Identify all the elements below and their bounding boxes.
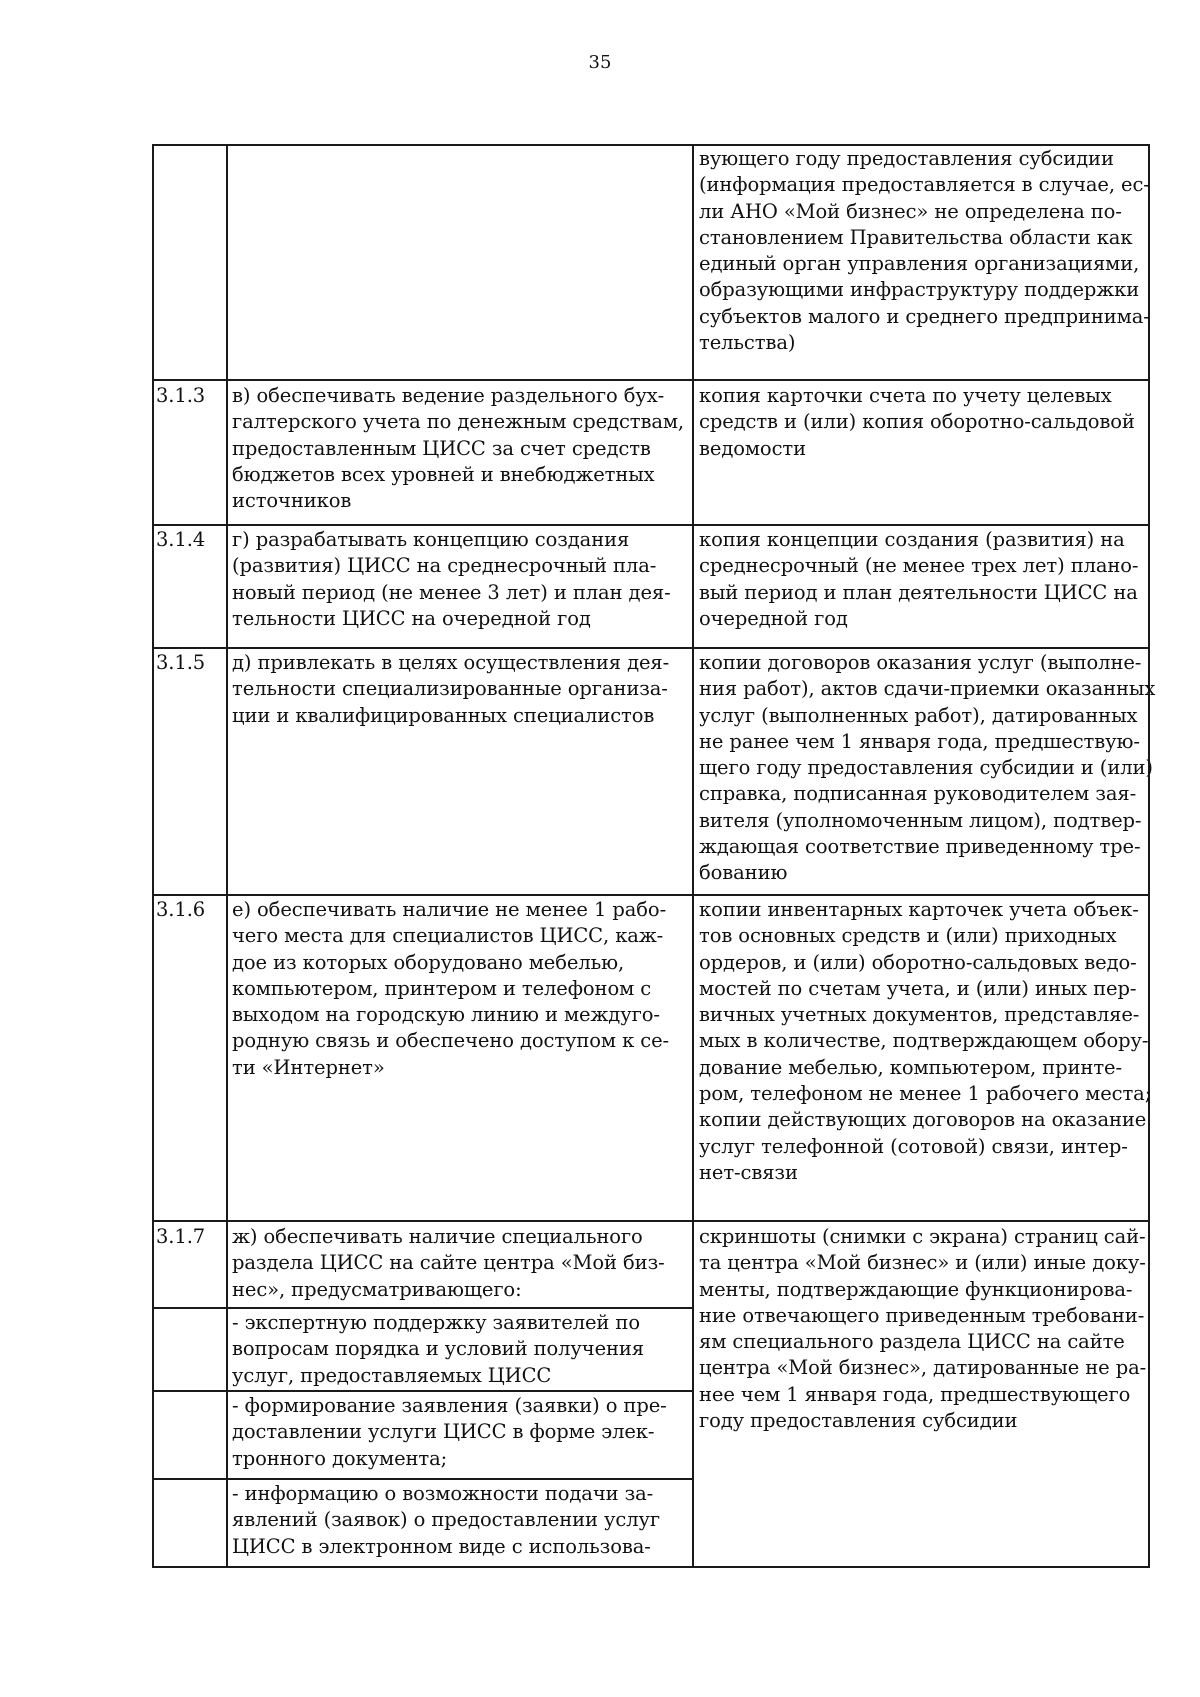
cell-text-line: дое из которых оборудовано мебелью, xyxy=(232,950,625,974)
cell-text-line: копия концепции создания (развития) на xyxy=(699,528,1125,551)
document-cell xyxy=(699,146,1150,356)
cell-text-line: услуг (выполненных работ), датированных xyxy=(699,703,1138,727)
cell-text-line: ордеров, и (или) оборотно-сальдовых ведо- xyxy=(699,950,1137,974)
row-number: 3.1.7 xyxy=(156,1225,206,1248)
row-number: 3.1.4 xyxy=(156,528,206,551)
cell-text-line: мых в количестве, подтверждающем обору- xyxy=(699,1029,1149,1053)
cell-text-line: компьютером, принтером и телефоном с xyxy=(232,976,652,1000)
cell-text-line: родную связь и обеспечено доступом к се- xyxy=(232,1029,670,1053)
cell-text-line: тельства) xyxy=(699,331,796,355)
cell-text-line: менты, подтверждающие функционирова- xyxy=(699,1277,1133,1301)
cell-text-line: ЦИСС в электронном виде с использова- xyxy=(232,1534,651,1558)
requirement-cell xyxy=(232,1224,665,1303)
document-cell xyxy=(699,897,1151,1186)
document-cell xyxy=(699,527,1138,632)
cell-text-line: источников xyxy=(232,489,352,513)
row-number: 3.1.3 xyxy=(156,384,206,407)
cell-text-line: справка, подписанная руководителем зая- xyxy=(699,782,1137,806)
cell-text-line: новый период (не менее 3 лет) и план дея- xyxy=(232,580,671,604)
cell-text-line: услуг телефонной (сотовой) связи, интер- xyxy=(699,1134,1128,1158)
column-divider xyxy=(226,144,228,1568)
row-divider xyxy=(152,1220,1150,1222)
cell-text-line: тельности специализированные организа- xyxy=(232,677,668,701)
table-border-left xyxy=(152,144,154,1568)
cell-text-line: нет-связи xyxy=(699,1160,798,1184)
cell-text-line: нее чем 1 января года, предшествующего xyxy=(699,1382,1131,1406)
requirement-cell xyxy=(232,897,669,1081)
requirements-table xyxy=(152,144,1156,1568)
cell-text-line: вопросам порядка и условий получения xyxy=(232,1337,645,1361)
cell-text-line: вичных учетных документов, представляе- xyxy=(699,1003,1140,1027)
cell-text-line: бюджетов всех уровней и внебюджетных xyxy=(232,462,655,486)
cell-text-line: единый орган управления организациями, xyxy=(699,252,1140,276)
cell-text-line: (развития) ЦИСС на среднесрочный пла- xyxy=(232,554,657,578)
document-cell xyxy=(699,383,1135,462)
cell-text-line: выходом на городскую линию и междуго- xyxy=(232,1003,660,1027)
cell-text-line: вующего году предоставления субсидии xyxy=(699,147,1114,170)
cell-text-line: нес», предусматривающего: xyxy=(232,1277,522,1301)
sub-requirement-cell xyxy=(232,1481,660,1560)
cell-text-line: ли АНО «Мой бизнес» не определена по- xyxy=(699,199,1122,223)
cell-text-line: галтерского учета по денежным средствам, xyxy=(232,410,685,434)
cell-text-line: копии действующих договоров на оказание xyxy=(699,1108,1147,1132)
table-border-bottom xyxy=(152,1566,1150,1568)
cell-text-line: раздела ЦИСС на сайте центра «Мой биз- xyxy=(232,1251,665,1275)
cell-text-line: - экспертную поддержку заявителей по xyxy=(232,1311,640,1334)
cell-text-line: копия карточки счета по учету целевых xyxy=(699,384,1112,407)
cell-text-line: услуг, предоставляемых ЦИСС xyxy=(232,1363,552,1387)
cell-text-line: тронного документа; xyxy=(232,1446,448,1470)
subrow-divider xyxy=(152,1307,692,1309)
requirement-cell xyxy=(232,383,684,514)
document-cell xyxy=(699,1224,1146,1434)
cell-text-line: чего места для специалистов ЦИСС, каж- xyxy=(232,924,664,948)
cell-text-line: бованию xyxy=(699,861,788,885)
cell-text-line: ции и квалифицированных специалистов xyxy=(232,703,655,727)
cell-text-line: копии договоров оказания услуг (выполне- xyxy=(699,651,1142,674)
cell-text-line: образующими инфраструктуру поддержки xyxy=(699,278,1140,302)
cell-text-line: ния работ), актов сдачи-приемки оказанных xyxy=(699,677,1156,701)
sub-requirement-cell xyxy=(232,1310,644,1389)
row-divider xyxy=(152,379,1150,381)
cell-text-line: году предоставления субсидии xyxy=(699,1409,1018,1433)
sub-requirement-cell xyxy=(232,1393,667,1472)
document-cell xyxy=(699,650,1155,887)
cell-text-line: щего году предоставления субсидии и (или) xyxy=(699,756,1153,780)
row-divider xyxy=(152,894,1150,896)
cell-text-line: дование мебелью, компьютером, принте- xyxy=(699,1055,1122,1079)
row-number: 3.1.5 xyxy=(156,651,206,674)
cell-text-line: средств и (или) копия оборотно-сальдовой xyxy=(699,410,1135,434)
subrow-divider xyxy=(152,1478,692,1480)
cell-text-line: тов основных средств и (или) приходных xyxy=(699,924,1117,948)
cell-text-line: очередной год xyxy=(699,606,848,630)
cell-text-line: явлений (заявок) о предоставлении услуг xyxy=(232,1508,660,1532)
cell-text-line: скриншоты (снимки с экрана) страниц сай- xyxy=(699,1225,1146,1248)
cell-text-line: ям специального раздела ЦИСС на сайте xyxy=(699,1330,1125,1354)
subrow-divider xyxy=(152,1390,692,1392)
cell-text-line: ведомости xyxy=(699,436,806,460)
cell-text-line: та центра «Мой бизнес» и (или) иные доку- xyxy=(699,1251,1146,1275)
cell-text-line: вый период и план деятельности ЦИСС на xyxy=(699,580,1138,604)
cell-text-line: субъектов малого и среднего предпринима- xyxy=(699,304,1150,328)
requirement-cell xyxy=(232,527,671,632)
cell-text-line: ти «Интернет» xyxy=(232,1055,385,1079)
cell-text-line: ром, телефоном не менее 1 рабочего места; xyxy=(699,1082,1152,1106)
requirement-cell xyxy=(232,650,669,729)
cell-text-line: ждающая соответствие приведенному тре- xyxy=(699,835,1141,859)
cell-text-line: е) обеспечивать наличие не менее 1 рабо- xyxy=(232,898,667,921)
page-number: 35 xyxy=(588,52,612,73)
cell-text-line: - формирование заявления (заявки) о пре- xyxy=(232,1394,667,1417)
row-divider xyxy=(152,524,1150,526)
cell-text-line: вителя (уполномоченным лицом), подтвер- xyxy=(699,808,1142,832)
cell-text-line: копии инвентарных карточек учета объек- xyxy=(699,898,1139,921)
cell-text-line: (информация предоставляется в случае, ес- xyxy=(699,173,1150,197)
cell-text-line: д) привлекать в целях осуществления дея- xyxy=(232,651,670,674)
cell-text-line: доставлении услуги ЦИСС в форме элек- xyxy=(232,1420,655,1444)
cell-text-line: г) разрабатывать концепцию создания xyxy=(232,528,630,551)
cell-text-line: становлением Правительства области как xyxy=(699,225,1133,249)
cell-text-line: ж) обеспечивать наличие специального xyxy=(232,1225,643,1248)
cell-text-line: мостей по счетам учета, и (или) иных пер- xyxy=(699,976,1137,1000)
cell-text-line: ние отвечающего приведенным требовани- xyxy=(699,1303,1145,1327)
cell-text-line: среднесрочный (не менее трех лет) плано- xyxy=(699,554,1139,578)
cell-text-line: - информацию о возможности подачи за- xyxy=(232,1482,654,1505)
column-divider xyxy=(692,144,694,1568)
cell-text-line: в) обеспечивать ведение раздельного бух- xyxy=(232,384,665,407)
cell-text-line: предоставленным ЦИСС за счет средств xyxy=(232,436,651,460)
row-number: 3.1.6 xyxy=(156,898,206,921)
cell-text-line: тельности ЦИСС на очередной год xyxy=(232,606,591,630)
cell-text-line: не ранее чем 1 января года, предшествую- xyxy=(699,729,1140,753)
cell-text-line: центра «Мой бизнес», датированные не ра- xyxy=(699,1356,1147,1380)
row-divider xyxy=(152,647,1150,649)
